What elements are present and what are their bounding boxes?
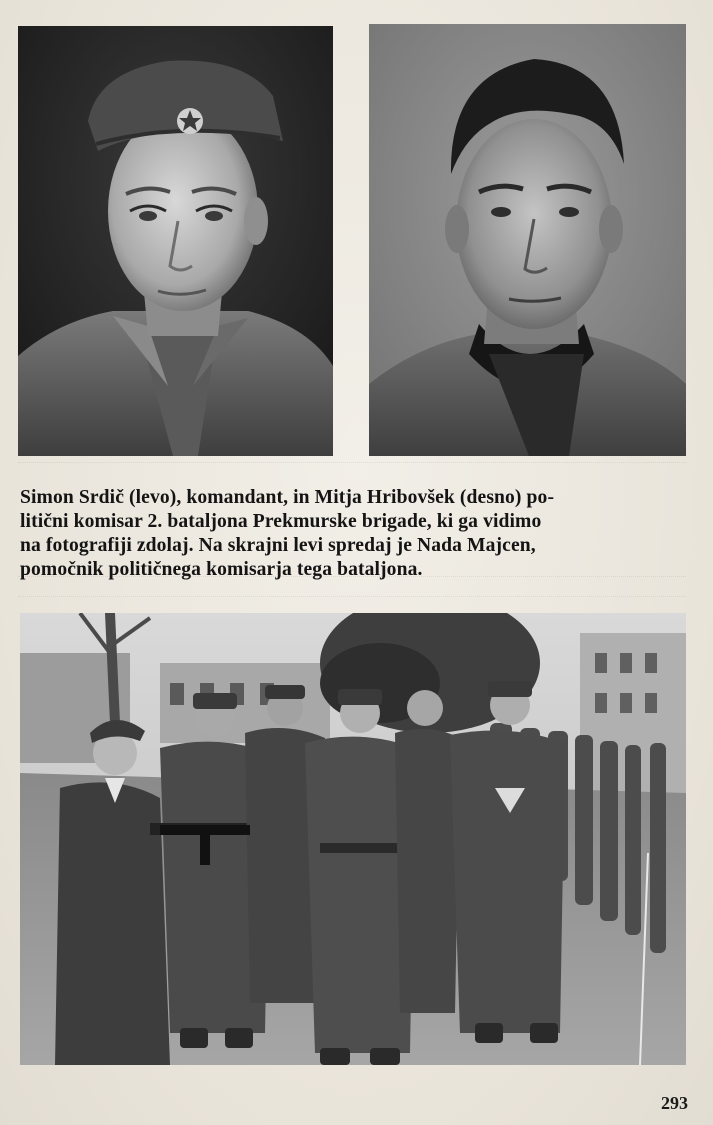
photo-caption [20, 486, 686, 582]
portrait-left-image [18, 26, 333, 456]
caption-line: na fotografiji zdolaj. Na skrajni levi spredaj je Nada Majcen, [20, 535, 536, 556]
portrait-photo-right [369, 24, 686, 456]
caption-line: Simon Srdič (levo), komandant, in Mitja Hribovšek (desno) po- [20, 487, 555, 508]
caption-line: litični komisar 2. bataljona Prekmurske brigade, ki ga vidimo [20, 511, 542, 532]
page-number: 293 [661, 1093, 688, 1113]
caption-line: pomočnik političnega komisarja tega bataljona. [20, 559, 423, 580]
group-photo-image [20, 613, 686, 1065]
bleed-through-line [18, 596, 686, 603]
bleed-through-line [18, 462, 686, 469]
portrait-right-image [369, 24, 686, 456]
group-photo-partisans [20, 613, 686, 1065]
portrait-photo-left [18, 26, 333, 456]
